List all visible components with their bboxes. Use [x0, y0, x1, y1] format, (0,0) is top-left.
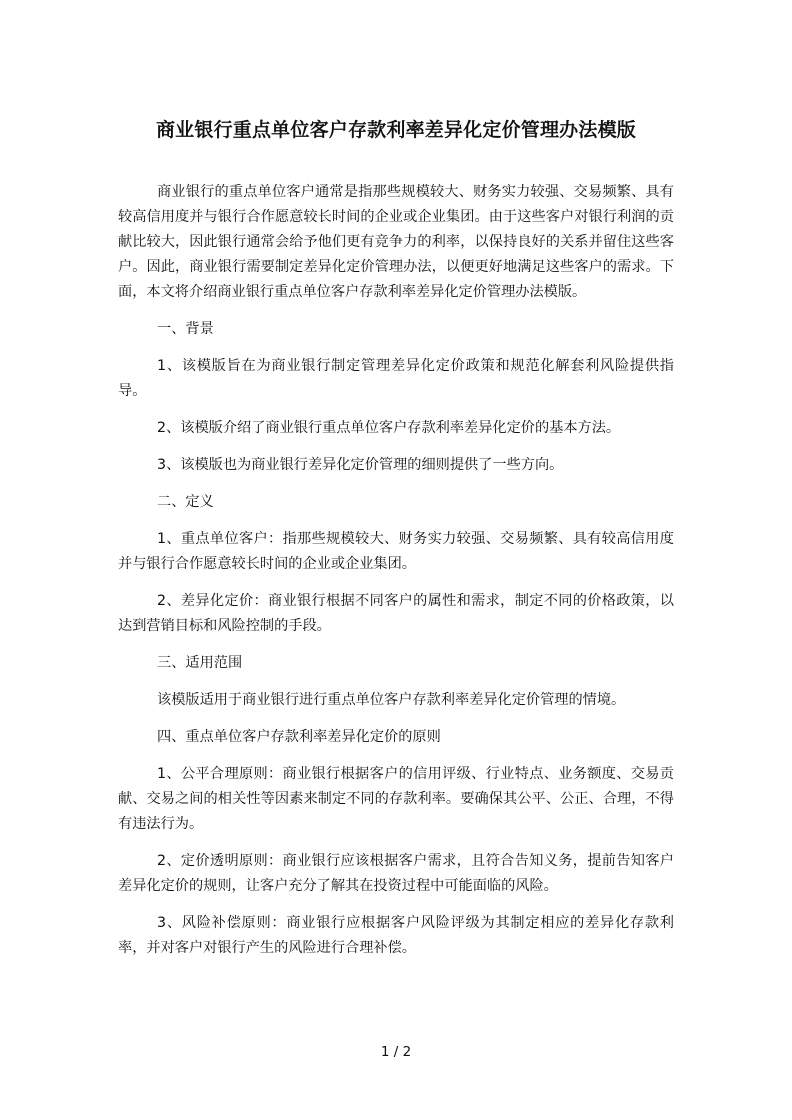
principle-item-3: 3、风险补偿原则：商业银行应根据客户风险评级为其制定相应的差异化存款利率，并对客户对银行产生的风险进行合理补偿。 — [118, 915, 674, 956]
principle-item-1: 1、公平合理原则：商业银行根据客户的信用评级、行业特点、业务额度、交易贡献、交易之间的相关性等因素来制定不同的存款利率。要确保其公平、公正、合理，不得有违法行为。 — [118, 766, 674, 832]
definition-item-2: 2、差异化定价：商业银行根据不同客户的属性和需求，制定不同的价格政策，以达到营销目标和风险控制的手段。 — [118, 593, 674, 634]
background-item-3: 3、该模版也为商业银行差异化定价管理的细则提供了一些方向。 — [157, 457, 564, 473]
background-item-1: 1、该模版旨在为商业银行制定管理差异化定价政策和规范化解套利风险提供指导。 — [118, 358, 674, 399]
section-heading-principles: 四、重点单位客户存款利率差异化定价的原则 — [157, 729, 441, 745]
document-body — [118, 180, 674, 973]
section-heading-definition: 二、定义 — [157, 494, 214, 510]
document-title: 商业银行重点单位客户存款利率差异化定价管理办法模版 — [155, 119, 636, 141]
principle-item-2: 2、定价透明原则：商业银行应该根据客户需求，且符合告知义务，提前告知客户差异化定价的规则，让客户充分了解其在投资过程中可能面临的风险。 — [118, 853, 674, 894]
intro-paragraph: 商业银行的重点单位客户通常是指那些规模较大、财务实力较强、交易频繁、具有较高信用度并与银行合作愿意较长时间的企业或企业集团。由于这些客户对银行利润的贡献比较大，因此银行通常会给予他们更有竞争力的利率，以保持良好的关系并留住这些客户。因此，商业银行需要制定差异化定价管理办法，以便更好地满足这些客户的需求。下面，本文将介绍商业银行重点单位客户存款利率差异化定价管理办法模版。 — [118, 184, 674, 300]
section-heading-background: 一、背景 — [157, 321, 214, 337]
scope-paragraph: 该模版适用于商业银行进行重点单位客户存款利率差异化定价管理的情境。 — [157, 692, 626, 708]
page-number: 1 / 2 — [380, 1044, 412, 1060]
background-item-2: 2、该模版介绍了商业银行重点单位客户存款利率差异化定价的基本方法。 — [157, 420, 621, 436]
section-heading-scope: 三、适用范围 — [157, 655, 243, 671]
definition-item-1: 1、重点单位客户：指那些规模较大、财务实力较强、交易频繁、具有较高信用度并与银行合作愿意较长时间的企业或企业集团。 — [118, 531, 674, 572]
